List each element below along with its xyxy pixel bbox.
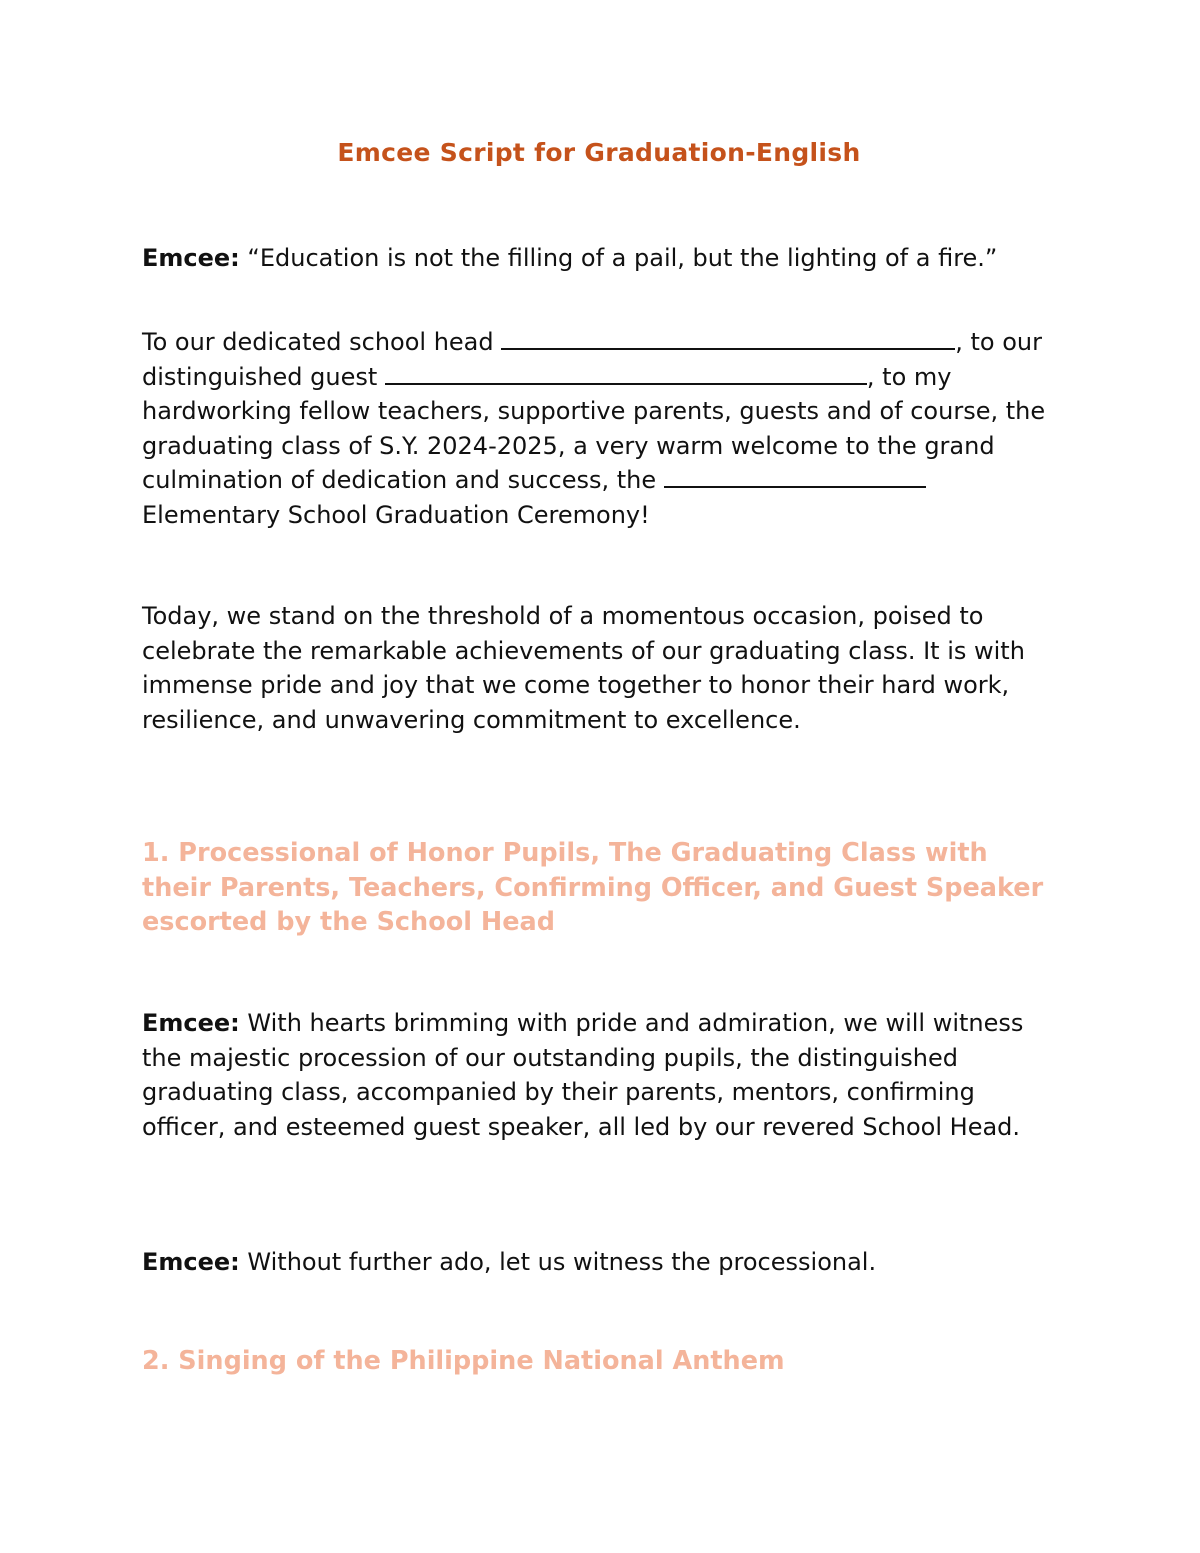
intro-quote-paragraph [142,241,1054,276]
section-heading-processional: 1. Processional of Honor Pupils, The Graduating Class with their Parents, Teachers, Confirming Officer, and Guest Speaker escorted by the School Head [142,838,1044,937]
emcee-label: Emcee: [142,1009,240,1037]
processional-closing-text: Without further ado, let us witness the processional. [247,1248,877,1276]
processional-emcee-paragraph [142,1006,1054,1144]
welcome-text-part4: Elementary School Graduation Ceremony! [142,500,650,529]
school-name-blank [664,464,926,488]
today-paragraph: Today, we stand on the threshold of a momentous occasion, poised to celebrate the remarkable achievements of our graduating class. It is with immense pride and joy that we come together to honor their hard work, resilience, and unwavering commitment to excellence. [142,602,1025,734]
document-title: Emcee Script for Graduation-English [337,138,861,167]
emcee-label: Emcee: [142,1248,240,1276]
section-heading-national-anthem: 2. Singing of the Philippine National Anthem [142,1346,785,1376]
processional-emcee-text: With hearts brimming with pride and admiration, we will witness the majestic procession of our outstanding pupils, the distinguished graduating class, accompanied by their parents, mentors, confirming officer, and esteemed guest speaker, all led by our revered School Head. [142,1009,1024,1141]
school-head-blank [501,326,955,350]
intro-quote-text: “Education is not the filling of a pail, but the lighting of a fire.” [247,244,998,272]
guest-blank [385,361,867,385]
welcome-text-part3: , to my hardworking fellow teachers, supportive parents, guests and of course, the graduating class of S.Y. 2024-2025, a very warm welcome to the grand culmination of dedication and success, the [142,362,1046,494]
emcee-label: Emcee: [142,244,240,272]
processional-closing-paragraph [142,1245,1054,1280]
welcome-text-part2: , to our distinguished guest [142,328,1042,391]
welcome-text-part1: To our dedicated school head [142,328,502,356]
welcome-paragraph [142,325,1054,532]
